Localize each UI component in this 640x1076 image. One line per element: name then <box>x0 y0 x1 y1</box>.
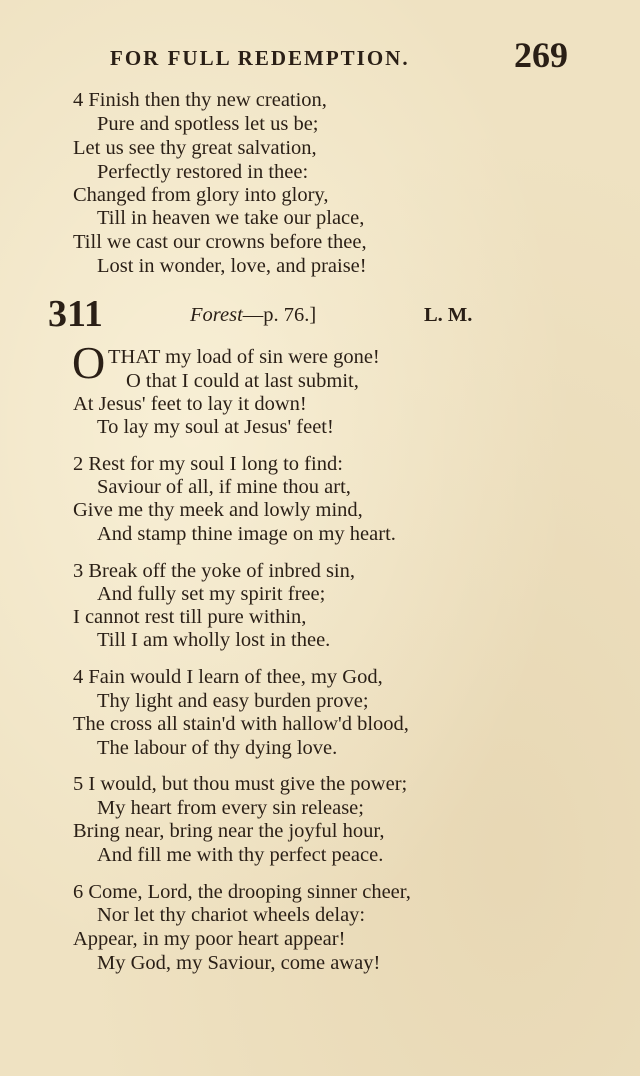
verse-line: My God, my Saviour, come away! <box>97 952 381 974</box>
verse-line <box>73 880 411 904</box>
verse-line: At Jesus' feet to lay it down! <box>73 393 307 415</box>
verse-line <box>73 452 343 476</box>
verse-line: Till I am wholly lost in thee. <box>97 629 331 651</box>
tune-name: Forest <box>190 304 243 326</box>
page-header <box>110 34 580 78</box>
verse-number: 2 <box>73 453 84 475</box>
verse-number: 5 <box>73 773 84 795</box>
verse-line <box>73 665 383 689</box>
verse-number: 4 <box>73 666 84 688</box>
verse-line: Appear, in my poor heart appear! <box>73 928 346 950</box>
verse-line: THAT my load of sin were gone! <box>108 346 380 368</box>
verse-line: Till in heaven we take our place, <box>97 207 365 229</box>
hymn-heading <box>48 292 508 336</box>
verse-line: To lay my soul at Jesus' feet! <box>97 416 334 438</box>
verse-line: Changed from glory into glory, <box>73 184 329 206</box>
verse-text: Finish then thy new creation, <box>88 89 327 111</box>
verse-number: 6 <box>73 881 84 903</box>
meter: L. M. <box>424 304 473 326</box>
tune-reference <box>190 304 316 327</box>
verse-number: 4 <box>73 89 84 111</box>
page-number: 269 <box>514 35 568 75</box>
verse-line: Thy light and easy burden prove; <box>97 690 369 712</box>
verse-text: I would, but thou must give the power; <box>88 773 408 795</box>
verse-line <box>73 772 407 796</box>
verse-text: Fain would I learn of thee, my God, <box>88 666 383 688</box>
drop-cap: O <box>72 337 106 388</box>
hymn-number: 311 <box>48 293 103 335</box>
verse-line <box>73 88 327 112</box>
verse-line <box>73 559 355 583</box>
verse-line: And fill me with thy perfect peace. <box>97 844 384 866</box>
verse-line: Bring near, bring near the joyful hour, <box>73 820 385 842</box>
verse-line: O that I could at last submit, <box>126 370 359 392</box>
verse-line: Give me thy meek and lowly mind, <box>73 499 363 521</box>
verse-line: The cross all stain'd with hallow'd blood, <box>73 713 409 735</box>
running-head: FOR FULL REDEMPTION. <box>110 46 410 70</box>
verse-number: 3 <box>73 560 84 582</box>
verse-line: Till we cast our crowns before thee, <box>73 231 367 253</box>
verse-line: My heart from every sin release; <box>97 797 364 819</box>
verse-text: Come, Lord, the drooping sinner cheer, <box>88 881 411 903</box>
verse-line: Nor let thy chariot wheels delay: <box>97 904 366 926</box>
verse-line: Lost in wonder, love, and praise! <box>97 255 367 277</box>
verse-line: And fully set my spirit free; <box>97 583 326 605</box>
verse-line: Saviour of all, if mine thou art, <box>97 476 351 498</box>
verse-text: Rest for my soul I long to find: <box>88 453 343 475</box>
verse-line: The labour of thy dying love. <box>97 737 338 759</box>
tune-page-ref: —p. 76.] <box>242 304 317 326</box>
verse-line: And stamp thine image on my heart. <box>97 523 396 545</box>
verse-line: Let us see thy great salvation, <box>73 137 317 159</box>
verse-line: I cannot rest till pure within, <box>73 606 307 628</box>
verse-text: Break off the yoke of inbred sin, <box>88 560 355 582</box>
verse-line: Pure and spotless let us be; <box>97 113 319 135</box>
verse-line: Perfectly restored in thee: <box>97 161 309 183</box>
